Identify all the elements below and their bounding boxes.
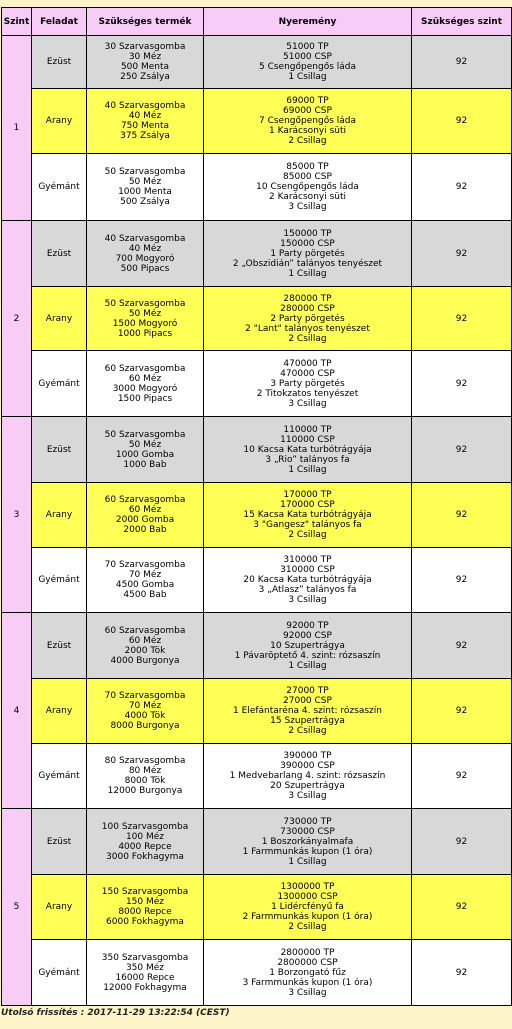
required-item: 1000 Menta xyxy=(118,187,172,197)
required-level-cell: 92 xyxy=(412,89,512,154)
reward-item: 2 Csillag xyxy=(288,726,327,736)
required-level-cell: 92 xyxy=(412,154,512,221)
required-item: 12000 Fokhagyma xyxy=(103,982,187,993)
task-cell: Arany xyxy=(32,287,87,351)
reward-item: 110000 CSP xyxy=(280,434,335,445)
reward-cell xyxy=(204,287,412,351)
reward-item: 150000 CSP xyxy=(280,238,335,249)
reward-item: 170000 TP xyxy=(283,490,332,500)
required-item: 60 Szarvasgomba xyxy=(104,625,186,636)
reward-item: 2800000 TP xyxy=(280,947,335,958)
reward-cell xyxy=(204,613,412,679)
level-cell: 5 xyxy=(2,809,32,1006)
required-item: 80 Méz xyxy=(128,766,162,776)
required-item: 80 Szarvasgomba xyxy=(104,756,186,766)
table-row xyxy=(2,548,512,613)
header-task: Feladat xyxy=(32,8,87,36)
required-items-cell xyxy=(87,154,204,221)
reward-item: 1300000 CSP xyxy=(277,892,338,902)
reward-item: 1 Borzongató fűz xyxy=(269,967,346,978)
reward-item: 2800000 CSP xyxy=(277,957,338,968)
required-item: 12000 Burgonya xyxy=(107,786,183,796)
required-items-cell xyxy=(87,89,204,154)
reward-item: 310000 TP xyxy=(283,555,332,565)
table-row xyxy=(2,287,512,351)
required-item: 250 Zsálya xyxy=(120,72,170,82)
task-cell: Arany xyxy=(32,483,87,548)
required-item: 4500 Bab xyxy=(123,590,167,600)
reward-item: 51000 TP xyxy=(286,42,329,52)
header-row xyxy=(2,8,512,36)
required-items-cell xyxy=(87,744,204,809)
reward-item: 2 Karácsonyi süti xyxy=(268,192,347,202)
reward-item: 27000 CSP xyxy=(283,696,332,706)
reward-item: 1 Csillag xyxy=(288,464,327,475)
required-item: 70 Méz xyxy=(128,570,162,580)
reward-item: 10 Kacsa Kata turbótrágyája xyxy=(243,444,372,455)
reward-item: 2 "Lant" talányos tenyészet xyxy=(245,323,370,334)
required-item: 60 Méz xyxy=(128,635,162,646)
reward-item: 27000 TP xyxy=(286,686,329,696)
task-cell: Gyémánt xyxy=(32,351,87,417)
task-cell: Arany xyxy=(32,89,87,154)
table-row xyxy=(2,154,512,221)
required-item: 100 Szarvasgomba xyxy=(101,821,189,832)
reward-item: 2 Farmmunkás kupon (1 óra) xyxy=(242,912,373,922)
reward-item: 280000 CSP xyxy=(280,303,335,314)
required-item: 40 Méz xyxy=(128,111,162,121)
required-items-cell xyxy=(87,351,204,417)
reward-item: 390000 TP xyxy=(283,751,332,761)
table-row xyxy=(2,89,512,154)
task-cell: Gyémánt xyxy=(32,548,87,613)
required-items-cell xyxy=(87,679,204,744)
reward-item: 150000 TP xyxy=(283,228,332,239)
reward-item: 2 Party pörgetés xyxy=(270,313,345,324)
required-items-cell xyxy=(87,940,204,1006)
reward-item: 10 Szupertrágya xyxy=(270,640,345,651)
task-cell: Ezüst xyxy=(32,221,87,287)
required-item: 4000 Tök xyxy=(124,711,166,721)
reward-item: 310000 CSP xyxy=(280,565,335,575)
required-item: 40 Szarvasgomba xyxy=(104,233,186,244)
table-row xyxy=(2,36,512,89)
reward-item: 2 Csillag xyxy=(288,530,327,540)
reward-item: 7 Csengőpengős láda xyxy=(259,116,356,126)
required-item: 750 Menta xyxy=(120,121,170,131)
level-cell: 3 xyxy=(2,417,32,613)
required-item: 2000 Gomba xyxy=(115,515,175,525)
reward-item: 1 Csillag xyxy=(288,72,327,82)
required-level-cell: 92 xyxy=(412,679,512,744)
reward-item: 3 Csillag xyxy=(288,202,327,212)
table-row xyxy=(2,744,512,809)
required-item: 50 Méz xyxy=(128,177,162,187)
reward-item: 2 Titokzatos tenyészet xyxy=(256,388,359,399)
reward-item: 3 Csillag xyxy=(288,595,327,605)
header-reward: Nyeremény xyxy=(204,8,412,36)
reward-item: 3 Csillag xyxy=(288,791,327,801)
task-cell: Arany xyxy=(32,679,87,744)
reward-item: 3 "Gangesz" talányos fa xyxy=(253,520,362,530)
reward-item: 3 Farmmunkás kupon (1 óra) xyxy=(242,977,373,988)
reward-item: 20 Kacsa Kata turbótrágyája xyxy=(243,575,372,585)
required-item: 60 Szarvasgomba xyxy=(104,495,186,505)
reward-cell xyxy=(204,548,412,613)
required-item: 50 Méz xyxy=(128,308,162,319)
reward-item: 1 Party pörgetés xyxy=(270,248,345,259)
reward-item: 2 Csillag xyxy=(288,333,327,344)
reward-item: 69000 TP xyxy=(286,96,329,106)
required-item: 500 Pipacs xyxy=(120,263,170,274)
required-items-cell xyxy=(87,221,204,287)
task-cell: Gyémánt xyxy=(32,940,87,1006)
required-item: 150 Szarvasgomba xyxy=(101,887,189,897)
table-row xyxy=(2,483,512,548)
required-items-cell xyxy=(87,36,204,89)
reward-item: 110000 TP xyxy=(283,424,332,435)
reward-item: 85000 TP xyxy=(286,162,329,172)
reward-cell xyxy=(204,36,412,89)
required-item: 50 Szarvasgomba xyxy=(104,429,186,440)
required-item: 60 Szarvasgomba xyxy=(104,363,186,374)
reward-item: 92000 CSP xyxy=(283,630,332,641)
required-level-cell: 92 xyxy=(412,287,512,351)
reward-item: 1 Elefántaréna 4. szint: rózsaszín xyxy=(233,706,382,716)
reward-item: 2 Csillag xyxy=(288,922,327,932)
level-cell: 1 xyxy=(2,36,32,221)
task-cell: Ezüst xyxy=(32,36,87,89)
level-cell: 4 xyxy=(2,613,32,809)
reward-item: 1 Medvebarlang 4. szint: rózsaszín xyxy=(229,771,386,781)
table-row xyxy=(2,221,512,287)
required-items-cell xyxy=(87,875,204,940)
required-item: 500 Zsálya xyxy=(120,197,170,207)
required-item: 350 Méz xyxy=(125,962,165,973)
required-items-cell xyxy=(87,287,204,351)
required-item: 500 Menta xyxy=(120,62,170,72)
required-item: 2000 Bab xyxy=(123,525,167,535)
required-items-cell xyxy=(87,417,204,483)
required-level-cell: 92 xyxy=(412,351,512,417)
reward-item: 10 Csengőpengős láda xyxy=(256,182,359,192)
last-updated: Utolsó frissítés : 2017-11-29 13:22:54 (CEST) xyxy=(1,1008,230,1018)
reward-item: 3 Party pörgetés xyxy=(270,378,345,389)
required-item: 150 Méz xyxy=(125,897,165,907)
reward-item: 51000 CSP xyxy=(283,52,332,62)
required-items-cell xyxy=(87,548,204,613)
task-cell: Ezüst xyxy=(32,809,87,875)
reward-cell xyxy=(204,154,412,221)
reward-item: 1 Pávaröptető 4. szint: rózsaszín xyxy=(234,650,381,661)
required-level-cell: 92 xyxy=(412,483,512,548)
task-cell: Ezüst xyxy=(32,417,87,483)
reward-cell xyxy=(204,89,412,154)
required-item: 100 Méz xyxy=(125,831,165,842)
required-level-cell: 92 xyxy=(412,809,512,875)
task-cell: Gyémánt xyxy=(32,744,87,809)
required-item: 1000 Gomba xyxy=(115,449,175,460)
required-item: 40 Méz xyxy=(128,243,162,254)
rewards-table xyxy=(1,7,512,1006)
reward-item: 15 Kacsa Kata turbótrágyája xyxy=(243,510,372,520)
required-level-cell: 92 xyxy=(412,221,512,287)
reward-cell xyxy=(204,417,412,483)
reward-cell xyxy=(204,809,412,875)
reward-item: 15 Szupertrágya xyxy=(270,716,345,726)
reward-item: 1 Lidércfényű fa xyxy=(271,902,344,912)
required-item: 70 Méz xyxy=(128,701,162,711)
level-cell: 2 xyxy=(2,221,32,417)
reward-item: 92000 TP xyxy=(286,620,329,631)
reward-item: 1 Csillag xyxy=(288,268,327,279)
reward-item: 1 Csillag xyxy=(288,856,327,867)
reward-cell xyxy=(204,744,412,809)
required-item: 350 Szarvasgomba xyxy=(101,952,189,963)
required-item: 30 Szarvasgomba xyxy=(104,42,186,52)
reward-item: 470000 TP xyxy=(283,358,332,369)
header-required-items: Szükséges termék xyxy=(87,8,204,36)
required-level-cell: 92 xyxy=(412,744,512,809)
required-item: 8000 Tök xyxy=(124,776,166,786)
table-row xyxy=(2,940,512,1006)
required-item: 50 Szarvasgomba xyxy=(104,167,186,177)
table-row xyxy=(2,351,512,417)
reward-item: 85000 CSP xyxy=(283,172,332,182)
required-item: 1500 Pipacs xyxy=(117,393,173,404)
required-item: 3000 Fokhagyma xyxy=(106,851,184,862)
reward-item: 390000 CSP xyxy=(280,761,335,771)
reward-cell xyxy=(204,351,412,417)
table-row xyxy=(2,679,512,744)
reward-item: 1 Boszorkányalmafa xyxy=(261,836,354,847)
required-item: 70 Szarvasgomba xyxy=(104,691,186,701)
required-item: 8000 Repce xyxy=(118,907,172,917)
required-items-cell xyxy=(87,483,204,548)
reward-item: 730000 CSP xyxy=(280,826,335,837)
required-item: 700 Mogyoró xyxy=(115,253,175,264)
reward-item: 2 „Obszidián” talányos tenyészet xyxy=(232,258,383,269)
reward-cell xyxy=(204,875,412,940)
required-item: 6000 Fokhagyma xyxy=(106,917,184,927)
required-item: 4500 Gomba xyxy=(115,580,175,590)
required-item: 4000 Repce xyxy=(118,841,172,852)
required-level-cell: 92 xyxy=(412,940,512,1006)
required-item: 30 Méz xyxy=(128,52,162,62)
required-item: 70 Szarvasgomba xyxy=(104,560,186,570)
table-body xyxy=(2,36,512,1006)
table-row xyxy=(2,613,512,679)
required-level-cell: 92 xyxy=(412,613,512,679)
reward-item: 280000 TP xyxy=(283,293,332,304)
reward-cell xyxy=(204,940,412,1006)
required-item: 3000 Mogyoró xyxy=(112,383,178,394)
required-item: 60 Méz xyxy=(128,373,162,384)
required-items-cell xyxy=(87,809,204,875)
required-item: 1000 Pipacs xyxy=(117,328,173,339)
required-item: 60 Méz xyxy=(128,505,162,515)
required-item: 4000 Burgonya xyxy=(110,655,180,666)
reward-item: 1300000 TP xyxy=(280,882,335,892)
reward-item: 3 „Rio” talányos fa xyxy=(265,454,350,465)
reward-item: 170000 CSP xyxy=(280,500,335,510)
reward-item: 1 Karácsonyi süti xyxy=(268,126,347,136)
required-item: 1500 Mogyoró xyxy=(112,318,178,329)
required-items-cell xyxy=(87,613,204,679)
reward-item: 69000 CSP xyxy=(283,106,332,116)
reward-item: 2 Csillag xyxy=(288,136,327,146)
task-cell: Gyémánt xyxy=(32,154,87,221)
reward-item: 20 Szupertrágya xyxy=(270,781,345,791)
reward-item: 5 Csengőpengős láda xyxy=(259,62,356,72)
reward-item: 3 Csillag xyxy=(288,398,327,409)
table-row xyxy=(2,809,512,875)
required-item: 50 Méz xyxy=(128,439,162,450)
reward-cell xyxy=(204,679,412,744)
reward-item: 730000 TP xyxy=(283,816,332,827)
required-level-cell: 92 xyxy=(412,36,512,89)
required-item: 1000 Bab xyxy=(123,459,167,470)
table-row xyxy=(2,417,512,483)
reward-item: 3 Csillag xyxy=(288,987,327,998)
required-item: 50 Szarvasgomba xyxy=(104,298,186,309)
reward-item: 1 Farmmunkás kupon (1 óra) xyxy=(242,846,373,857)
required-item: 8000 Burgonya xyxy=(110,721,180,731)
header-required-level: Szükséges szint xyxy=(412,8,512,36)
required-level-cell: 92 xyxy=(412,548,512,613)
task-cell: Ezüst xyxy=(32,613,87,679)
required-item: 2000 Tök xyxy=(124,645,166,656)
reward-item: 1 Csillag xyxy=(288,660,327,671)
reward-item: 470000 CSP xyxy=(280,368,335,379)
reward-cell xyxy=(204,483,412,548)
required-level-cell: 92 xyxy=(412,875,512,940)
table-row xyxy=(2,875,512,940)
header-level: Szint xyxy=(2,8,32,36)
required-item: 40 Szarvasgomba xyxy=(104,101,186,111)
required-item: 375 Zsálya xyxy=(120,131,170,141)
required-level-cell: 92 xyxy=(412,417,512,483)
reward-cell xyxy=(204,221,412,287)
reward-item: 3 „Atlasz” talányos fa xyxy=(258,585,357,595)
task-cell: Arany xyxy=(32,875,87,940)
required-item: 16000 Repce xyxy=(115,972,175,983)
